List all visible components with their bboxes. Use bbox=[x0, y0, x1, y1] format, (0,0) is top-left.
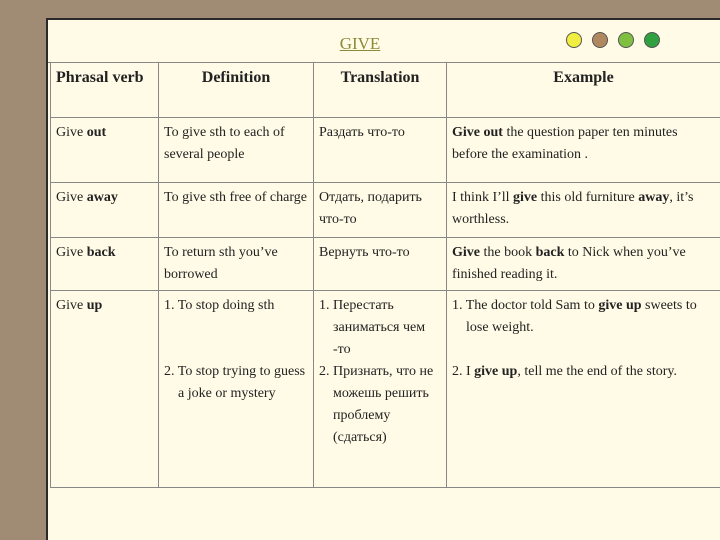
translation-cell: Вернуть что-то bbox=[314, 238, 447, 291]
example-bold: Give out bbox=[452, 125, 503, 140]
header-translation: Translation bbox=[314, 63, 447, 118]
slide bbox=[46, 18, 720, 540]
yellow-dot-icon bbox=[566, 32, 582, 48]
translation-2: 2. Признать, что не можешь решить проблему (сдаться) bbox=[319, 364, 434, 445]
definition-cell: To give sth to each of several people bbox=[159, 118, 314, 183]
verb-particle: up bbox=[86, 298, 103, 313]
verb-base: Give bbox=[56, 190, 87, 205]
example-text: I think I’ll bbox=[452, 190, 514, 205]
example-1 bbox=[452, 295, 715, 339]
verb-particle: back bbox=[86, 245, 116, 260]
title-bar bbox=[48, 20, 720, 63]
example-text: , it’s worthless. bbox=[452, 190, 694, 227]
example-cell bbox=[447, 238, 720, 291]
example-text: this old furniture bbox=[537, 190, 639, 205]
definition-2: 2. To stop trying to guess a joke or mystery bbox=[164, 364, 306, 401]
header-row bbox=[51, 63, 720, 118]
verb-particle: out bbox=[86, 125, 107, 140]
header-phrasal-verb: Phrasal verb bbox=[51, 63, 159, 118]
example-text: sweets to lose weight. bbox=[466, 298, 697, 335]
table-row bbox=[51, 118, 720, 183]
slide-title: GIVE bbox=[339, 34, 381, 53]
verb-cell bbox=[51, 183, 159, 238]
verb-cell bbox=[51, 291, 159, 488]
header-definition: Definition bbox=[159, 63, 314, 118]
definition-cell bbox=[159, 291, 314, 488]
phrasal-verb-table bbox=[50, 62, 720, 488]
example-bold: give up bbox=[474, 364, 518, 379]
example-text: 1. The doctor told Sam to bbox=[452, 298, 599, 313]
table-row bbox=[51, 183, 720, 238]
definition-cell: To give sth free of charge bbox=[159, 183, 314, 238]
example-cell bbox=[447, 291, 720, 488]
verb-base: Give bbox=[56, 245, 87, 260]
translation-cell: Отдать, подарить что-то bbox=[314, 183, 447, 238]
translation-cell: Раздать что-то bbox=[314, 118, 447, 183]
example-bold: give bbox=[513, 190, 538, 205]
example-cell bbox=[447, 183, 720, 238]
brown-dot-icon bbox=[592, 32, 608, 48]
example-text: 2. I bbox=[452, 364, 475, 379]
table-row bbox=[51, 238, 720, 291]
definition-1: 1. To stop doing sth bbox=[164, 298, 275, 313]
example-2 bbox=[452, 361, 715, 383]
example-bold: Give bbox=[452, 245, 480, 260]
verb-base: Give bbox=[56, 125, 87, 140]
verb-cell bbox=[51, 118, 159, 183]
example-text: the book bbox=[480, 245, 536, 260]
example-text: , tell me the end of the story. bbox=[517, 364, 678, 379]
header-example: Example bbox=[447, 63, 720, 118]
definition-cell: To return sth you’ve borrowed bbox=[159, 238, 314, 291]
translation-cell bbox=[314, 291, 447, 488]
light-green-dot-icon bbox=[618, 32, 634, 48]
verb-particle: away bbox=[86, 190, 118, 205]
translation-1: 1. Перестать заниматься чем -то bbox=[319, 298, 426, 357]
example-text: the question paper ten minutes before the examination . bbox=[452, 125, 678, 162]
table-row bbox=[51, 291, 720, 488]
example-bold: away bbox=[638, 190, 670, 205]
decorative-dots bbox=[566, 32, 660, 48]
verb-cell bbox=[51, 238, 159, 291]
green-dot-icon bbox=[644, 32, 660, 48]
example-bold: give up bbox=[598, 298, 642, 313]
example-cell bbox=[447, 118, 720, 183]
verb-base: Give bbox=[56, 298, 87, 313]
example-bold: back bbox=[535, 245, 565, 260]
example-text: to Nick when you’ve finished reading it. bbox=[452, 245, 686, 282]
